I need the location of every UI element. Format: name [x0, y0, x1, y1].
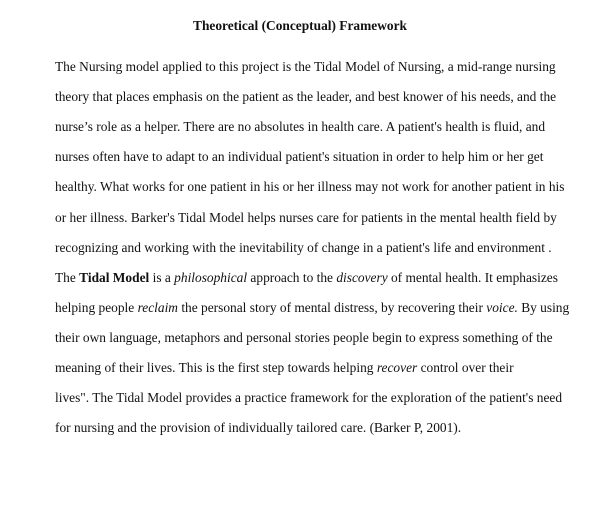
- text-run: nurses often have to adapt to an individual patient's situation in order to help him or her get: [55, 149, 544, 165]
- text-run: of mental health. It emphasizes: [387, 269, 558, 285]
- document-title: Theoretical (Conceptual) Framework: [193, 18, 407, 33]
- text-run: lives". The Tidal Model provides a practice framework for the exploration of the patient's need: [55, 390, 563, 406]
- text-line: [55, 390, 562, 406]
- text-line: [55, 360, 514, 376]
- text-line: [55, 300, 569, 316]
- text-run: approach to the: [247, 269, 337, 285]
- text-run: control over their: [417, 360, 514, 375]
- text-run: is a: [149, 269, 175, 285]
- text-run: theory that places emphasis on the patient as the leader, and best knower of his needs, and the: [55, 89, 557, 105]
- italic-text: voice.: [486, 299, 518, 315]
- text-line: [55, 420, 461, 436]
- text-line: [55, 330, 553, 346]
- text-run: recognizing and working with the inevitability of change in a patient's life and environment .: [55, 239, 552, 255]
- text-run: nurse’s role as a helper. There are no absolutes in health care. A patient's health is fluid, and: [55, 119, 546, 135]
- text-line: [55, 119, 545, 135]
- italic-text: reclaim: [137, 299, 178, 315]
- text-run: helping people: [55, 299, 138, 315]
- text-line: [55, 240, 552, 256]
- text-run: the personal story of mental distress, by recovering their: [177, 299, 487, 315]
- text-line: [55, 270, 558, 286]
- text-run: meaning of their lives. This is the first step towards helping: [55, 360, 377, 375]
- text-run: The: [55, 269, 80, 285]
- italic-text: recover: [376, 360, 418, 375]
- bold-text: Tidal Model: [79, 269, 150, 285]
- text-line: [55, 59, 556, 75]
- text-line: [55, 89, 556, 105]
- text-run: By using: [517, 299, 570, 315]
- text-run: their own language, metaphors and personal stories people begin to express something of the: [55, 329, 553, 345]
- text-run: The Nursing model applied to this project is the Tidal Model of Nursing, a mid-range nursing: [55, 59, 556, 74]
- text-line: [55, 179, 564, 195]
- text-run: for nursing and the provision of individually tailored care. (Barker P, 2001).: [55, 420, 462, 436]
- italic-text: philosophical: [174, 269, 248, 285]
- text-run: healthy. What works for one patient in his or her illness may not work for another patient in his: [55, 179, 565, 195]
- text-run: or her illness. Barker's Tidal Model helps nurses care for patients in the mental health field by: [55, 209, 557, 225]
- text-line: [55, 210, 557, 226]
- text-line: [55, 149, 543, 165]
- italic-text: discovery: [336, 269, 388, 285]
